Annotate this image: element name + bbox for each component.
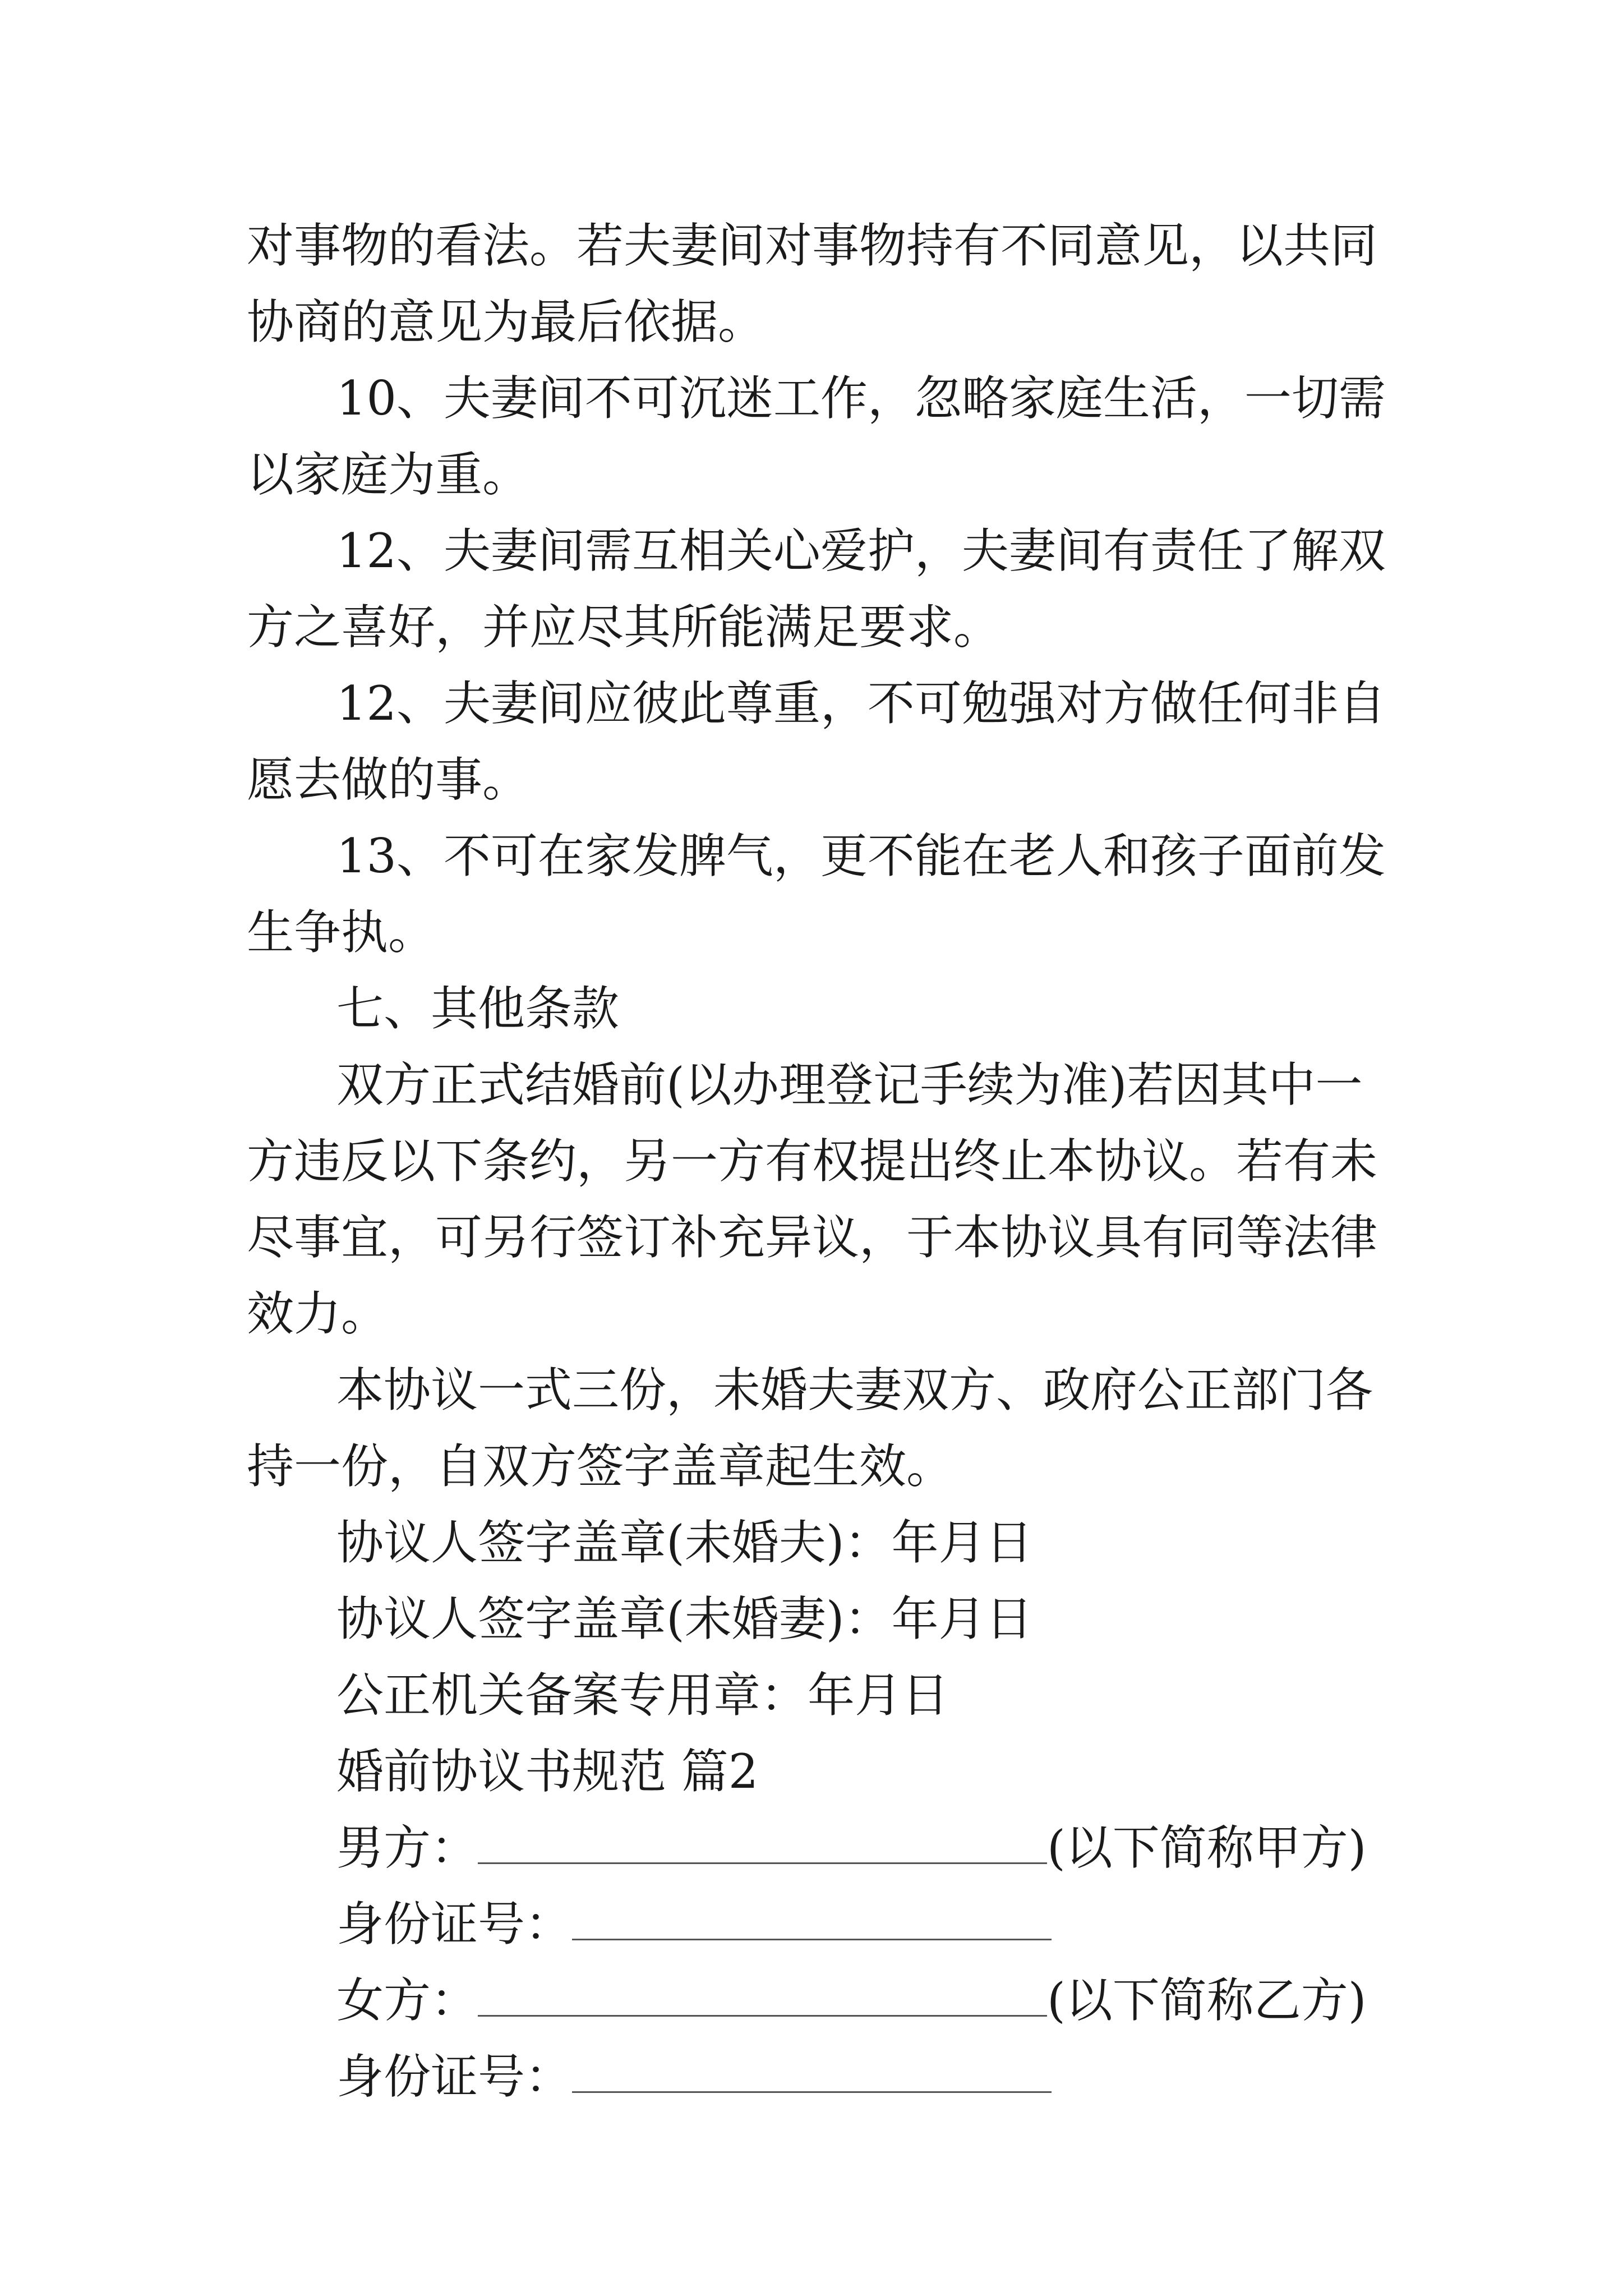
male-id-label: 身份证号： [336, 1897, 573, 1952]
paragraph: 10、夫妻间不可沉迷工作，忽略家庭生活，一切需以家庭为重。 [247, 371, 1386, 502]
female-id-field [336, 2039, 1396, 2115]
paragraph: 本协议一式三份，未婚夫妻双方、政府公正部门各持一份，自双方签字盖章起生效。 [247, 1363, 1373, 1494]
female-label: 女方： [336, 1973, 478, 2028]
section-title: 婚前协议书规范 篇2 [336, 1744, 759, 1799]
notary-seal-line: 公正机关备案专用章：年月日 [336, 1668, 949, 1723]
paragraph: 双方正式结婚前(以办理登记手续为准)若因其中一方违反以下条约，另一方有权提出终止本协议。若有未尽事宜，可另行签订补充异议，于本协议具有同等法律效力。 [247, 1057, 1378, 1341]
male-suffix: (以下简称甲方) [1047, 1820, 1367, 1875]
female-name-blank[interactable] [478, 1981, 1047, 2017]
male-name-blank[interactable] [478, 1829, 1047, 1864]
female-party-field [336, 1962, 1396, 2039]
signature-line-wife: 协议人签字盖章(未婚妻)：年月日 [336, 1591, 1033, 1646]
paragraph: 12、夫妻间需互相关心爱护，夫妻间有责任了解双方之喜好，并应尽其所能满足要求。 [247, 523, 1386, 655]
female-id-blank[interactable] [572, 2058, 1052, 2093]
paragraph: 13、不可在家发脾气，更不能在老人和孩子面前发生争执。 [247, 829, 1386, 960]
male-label: 男方： [336, 1820, 478, 1875]
section-heading: 七、其他条款 [336, 981, 620, 1036]
male-id-field [336, 1886, 1396, 1962]
male-id-blank[interactable] [572, 1905, 1052, 1940]
female-id-label: 身份证号： [336, 2049, 573, 2104]
paragraph: 对事物的看法。若夫妻间对事物持有不同意见，以共同协商的意见为最后依据。 [247, 218, 1378, 349]
male-party-field [336, 1810, 1396, 1886]
document-page [247, 208, 1396, 2115]
female-suffix: (以下简称乙方) [1047, 1973, 1367, 2028]
paragraph: 12、夫妻间应彼此尊重，不可勉强对方做任何非自愿去做的事。 [247, 676, 1386, 807]
signature-line-husband: 协议人签字盖章(未婚夫)：年月日 [336, 1515, 1033, 1570]
